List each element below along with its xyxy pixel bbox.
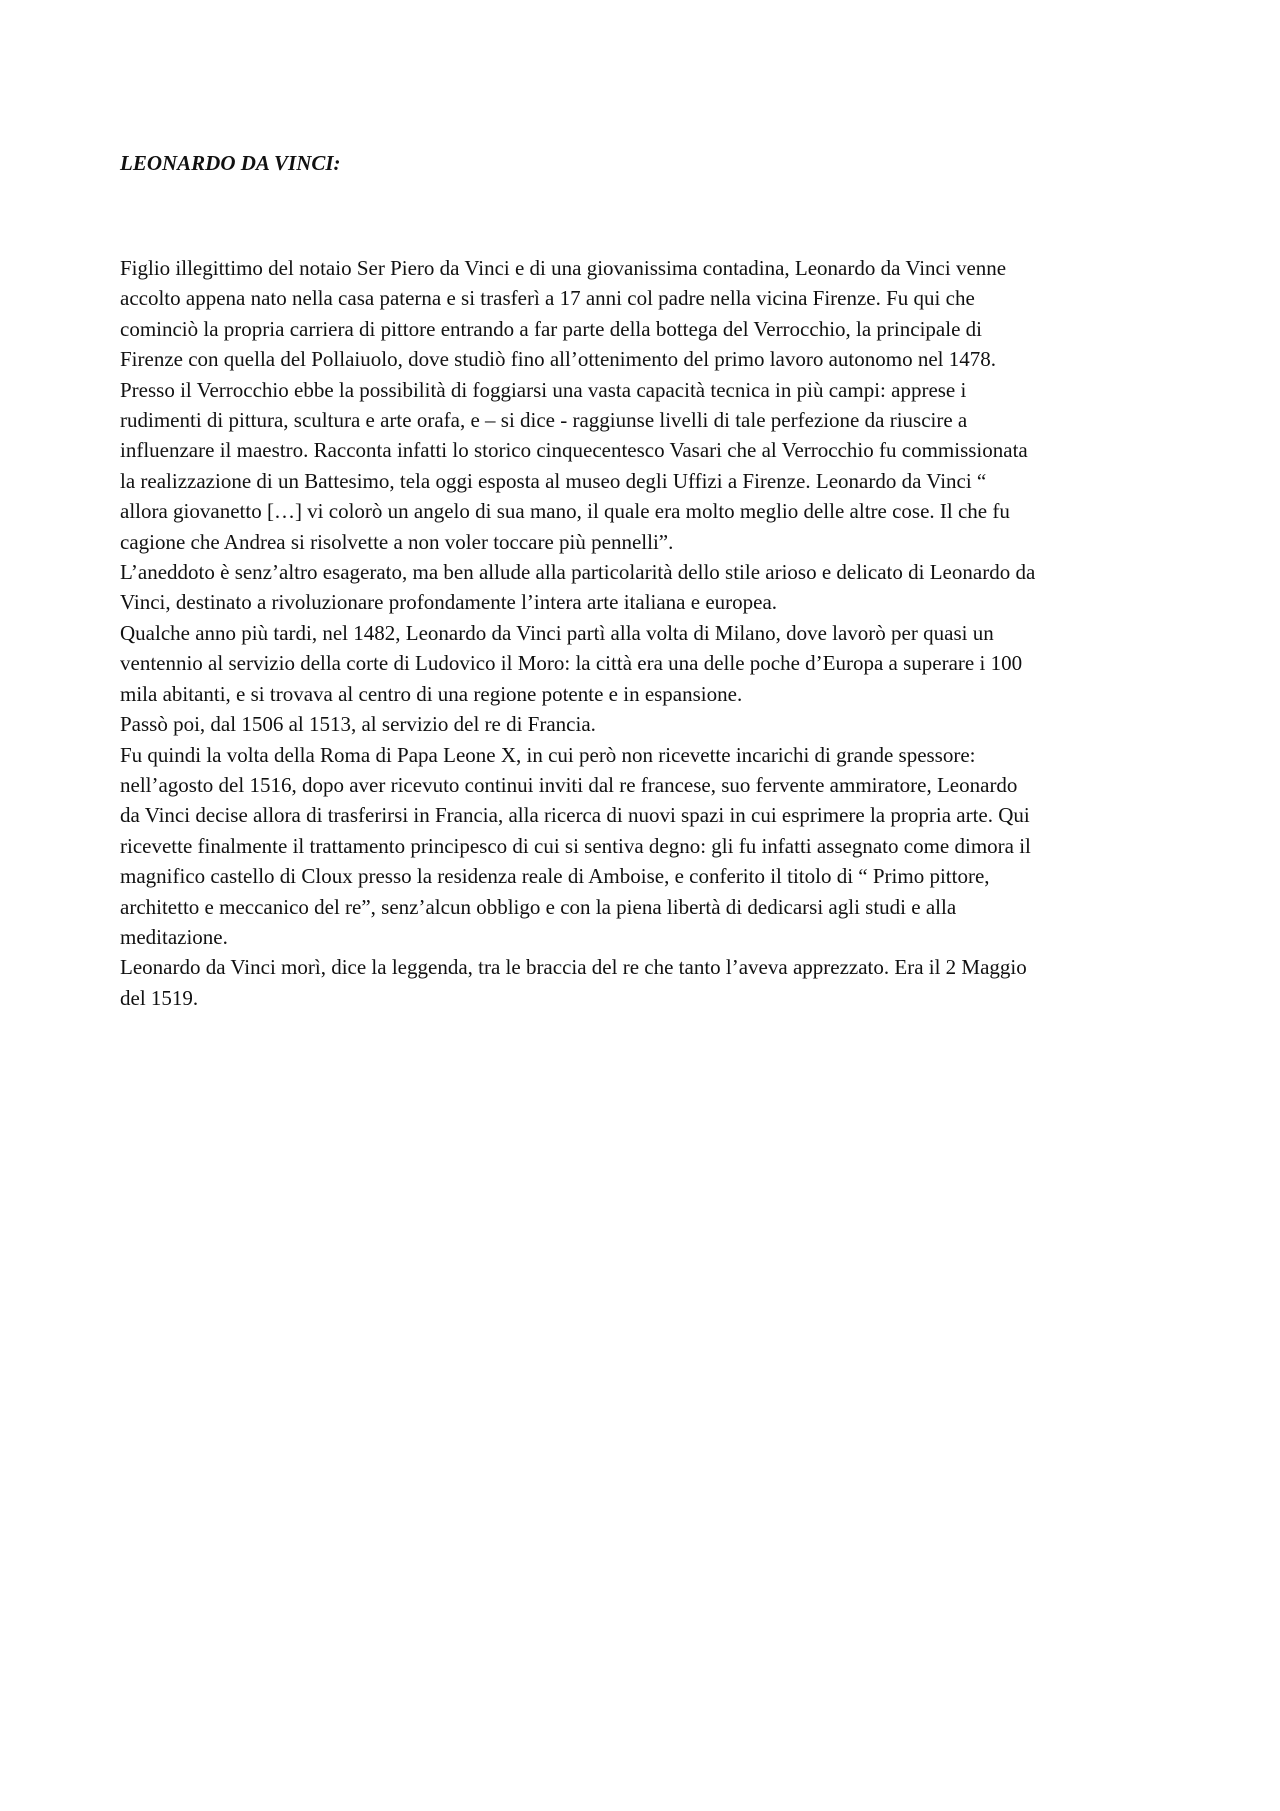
- text-line: allora giovanetto […] vi colorò un angelo di sua mano, il quale era molto meglio delle altre cose. Il che fu: [120, 499, 1010, 524]
- text-line: Fu quindi la volta della Roma di Papa Leone X, in cui però non ricevette incarichi di grande spessore:: [120, 742, 976, 767]
- paragraph-3: [120, 618, 1160, 709]
- text-line: cominciò la propria carriera di pittore entrando a far parte della bottega del Verrocchio, la principale di: [120, 316, 982, 341]
- text-line: Passò poi, dal 1506 al 1513, al servizio del re di Francia.: [120, 712, 596, 737]
- paragraph-1: [120, 253, 1160, 557]
- text-line: L’aneddoto è senz’altro esagerato, ma ben allude alla particolarità dello stile arioso e delicato di Leonardo da: [120, 560, 1036, 585]
- text-line: nell’agosto del 1516, dopo aver ricevuto continui inviti dal re francese, suo fervente ammiratore, Leonardo: [120, 772, 1018, 797]
- paragraph-5: [120, 740, 1160, 953]
- text-line: Presso il Verrocchio ebbe la possibilità di foggiarsi una vasta capacità tecnica in più campi: apprese i: [120, 377, 967, 402]
- text-line: accolto appena nato nella casa paterna e si trasferì a 17 anni col padre nella vicina Firenze. Fu qui che: [120, 286, 975, 311]
- text-line: ricevette finalmente il trattamento principesco di cui si sentiva degno: gli fu infatti assegnato come dimora il: [120, 833, 1031, 858]
- text-line: meditazione.: [120, 924, 228, 949]
- text-line: la realizzazione di un Battesimo, tela oggi esposta al museo degli Uffizi a Firenze. Leonardo da Vinci “: [120, 468, 987, 493]
- text-line: da Vinci decise allora di trasferirsi in Francia, alla ricerca di nuovi spazi in cui esprimere la propria arte. Qui: [120, 803, 1030, 828]
- text-line: cagione che Andrea si risolvette a non voler toccare più pennelli”.: [120, 529, 674, 554]
- document-title: LEONARDO DA VINCI:: [120, 151, 341, 175]
- text-line: Qualche anno più tardi, nel 1482, Leonardo da Vinci partì alla volta di Milano, dove lavorò per quasi un: [120, 620, 994, 645]
- paragraph-2: [120, 557, 1160, 618]
- text-line: Firenze con quella del Pollaiuolo, dove studiò fino all’ottenimento del primo lavoro autonomo nel 1478.: [120, 347, 996, 372]
- text-line: rudimenti di pittura, scultura e arte orafa, e – si dice - raggiunse livelli di tale perfezione da riuscire a: [120, 408, 968, 433]
- text-line: Vinci, destinato a rivoluzionare profondamente l’intera arte italiana e europea.: [120, 590, 778, 615]
- text-line: magnifico castello di Cloux presso la residenza reale di Amboise, e conferito il titolo di “ Primo pittore,: [120, 864, 990, 889]
- text-line: influenzare il maestro. Racconta infatti lo storico cinquecentesco Vasari che al Verrocchio fu commissionata: [120, 438, 1028, 463]
- text-line: del 1519.: [120, 985, 199, 1010]
- paragraph-6: [120, 952, 1160, 1013]
- text-line: Figlio illegittimo del notaio Ser Piero da Vinci e di una giovanissima contadina, Leonardo da Vinci venne: [120, 256, 1007, 280]
- text-line: architetto e meccanico del re”, senz’alcun obbligo e con la piena libertà di dedicarsi agli studi e alla: [120, 894, 957, 919]
- text-line: Leonardo da Vinci morì, dice la leggenda, tra le braccia del re che tanto l’aveva apprezzato. Era il 2 Maggio: [120, 955, 1027, 980]
- paragraph-4: [120, 709, 1160, 739]
- text-line: ventennio al servizio della corte di Ludovico il Moro: la città era una delle poche d’Europa a superare i 100: [120, 651, 1023, 676]
- document-body: [120, 253, 1160, 1013]
- text-line: mila abitanti, e si trovava al centro di una regione potente e in espansione.: [120, 681, 743, 706]
